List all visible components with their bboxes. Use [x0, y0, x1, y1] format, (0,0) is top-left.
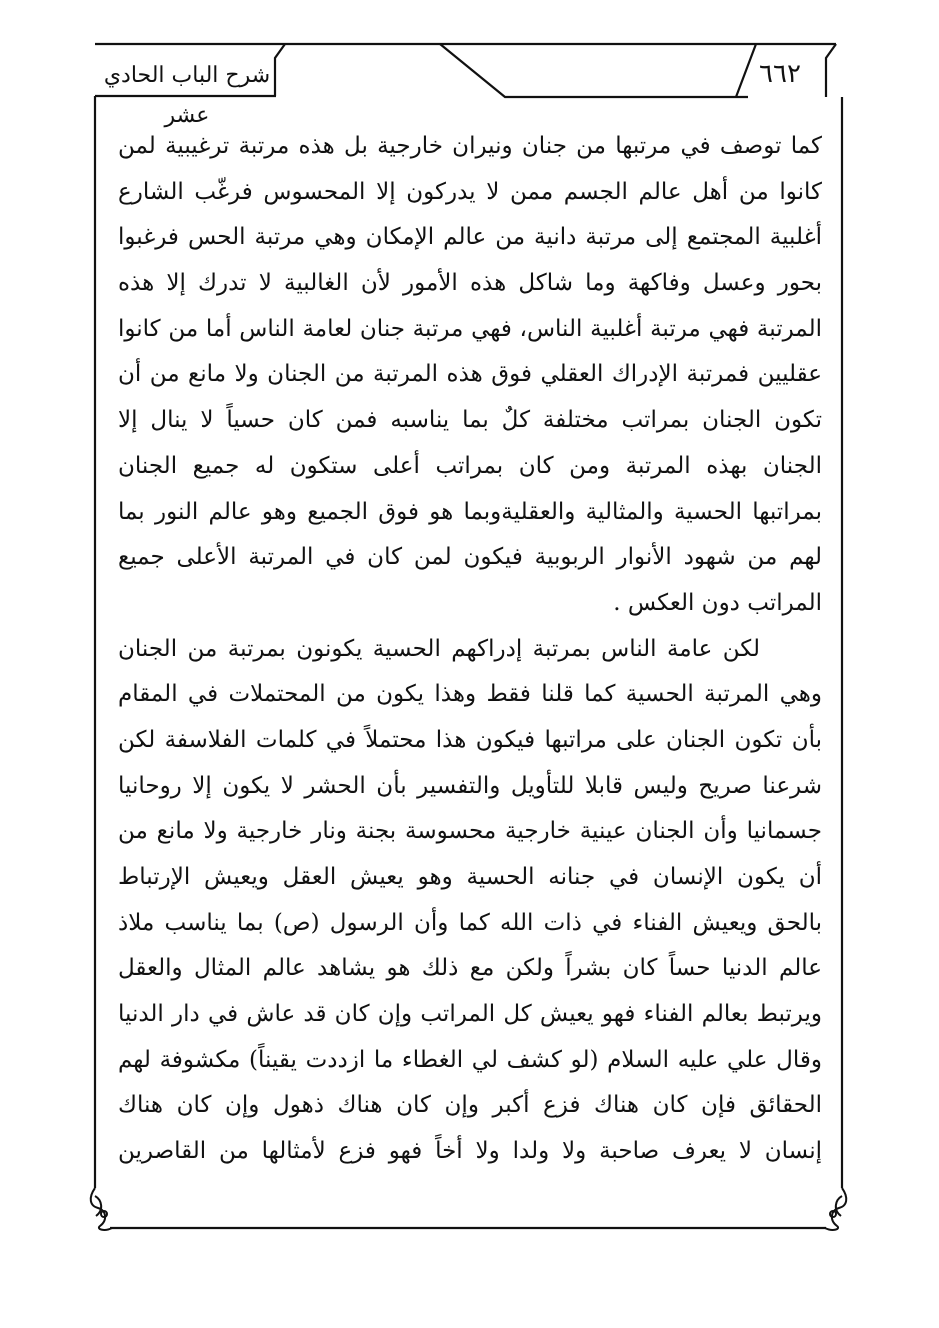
text-line: الحقائق فإن كان هناك فزع أكبر وإن كان هناك ذهول وإن كان هناك — [118, 1092, 822, 1119]
text-line: كما توصف في مرتبها من جنان ونيران خارجية بل هذه مرتبة ترغيبية لمن — [118, 133, 822, 159]
text-line: وهي المرتبة الحسية كما قلنا فقط وهذا يكون من المحتملات في المقام — [118, 681, 822, 708]
text-line: بمراتبها الحسية والمثالية والعقليةوبما هو فوق الجميع وهو عالم النور بما — [118, 498, 822, 525]
text-line: بالحق ويعيش الفناء في ذات الله كما وأن الرسول (ص) بما يناسب ملاذ — [118, 909, 822, 936]
text-line: ويرتبط بعالم الفناء فهو يعيش كل المراتب وإن كان قد عاش في دار الدنيا — [118, 1001, 822, 1028]
text-line: كانوا من أهل عالم الجسم ممن لا يدركون إلا المحسوس فرغّب الشارع — [118, 178, 822, 205]
header-center-line — [440, 44, 748, 97]
running-header-title: شرح الباب الحادي عشر — [103, 63, 271, 128]
text-line: أن يكون الإنسان في جنانه الحسية وهو يعيش العقل ويعيش الإرتباط — [118, 864, 822, 890]
text-line: لكن عامة الناس بمرتبة إدراكهم الحسية يكونون بمرتبة من الجنان — [118, 635, 760, 662]
text-line: تكون الجنان بمراتب مختلفة كلٌ بما يناسبه فمن كان حسياً لا ينال إلا — [118, 407, 822, 434]
text-line: شرعنا صريح وليس قابلا للتأويل والتفسير بأن الحشر لا يكون إلا روحانيا — [118, 772, 822, 799]
text-line: عقليين فمرتبة الإدراك العقلي فوق هذه المرتبة من الجنان ولا مانع من أن — [118, 361, 822, 388]
text-line: جسمانيا وأن الجنان عينية خارجية محسوسة بجنة ونار خارجية ولا مانع من — [118, 818, 822, 845]
body-text — [118, 124, 822, 1194]
ornament-left-icon — [91, 1188, 112, 1230]
text-line: لهم من شهود الأنوار الربوبية فيكون لمن كان في المرتبة الأعلى جميع — [118, 544, 822, 571]
text-line: المراتب دون العكس . — [613, 589, 822, 616]
page-number: ٦٦٢ — [759, 59, 801, 89]
text-line: وقال علي عليه السلام (لو كشف لي الغطاء ما ازددت يقيناً) مكشوفة لهم — [118, 1046, 822, 1073]
text-line: بأن تكون الجنان على مراتبها فيكون هذا محتملاً في كلمات الفلاسفة لكن — [118, 726, 822, 753]
ornament-right-icon — [825, 1188, 846, 1230]
text-line: عالم الدنيا حساً كان بشراً ولكن مع ذلك هو يشاهد عالم المثال والعقل — [118, 955, 822, 982]
text-line: بحور وعسل وفاكهة وما شاكل هذه الأمور لأن الغالبية لا تدرك إلا هذه — [118, 270, 822, 297]
text-line: الجنان بهذه المرتبة ومن كان بمراتب أعلى ستكون له جميع الجنان — [118, 452, 822, 479]
text-line: إنسان لا يعرف صاحبة ولا ولدا ولا أخاً فهو فزع لأمثالها من القاصرين — [118, 1138, 822, 1165]
text-line: المرتبة فهي مرتبة أغلبية الناس، فهي مرتبة جنان لعامة الناس أما من كانوا — [118, 315, 822, 342]
text-line: أغلبية المجتمع إلى مرتبة دانية من عالم الإمكان وهي مرتبة الحس فرغبوا — [118, 224, 822, 251]
